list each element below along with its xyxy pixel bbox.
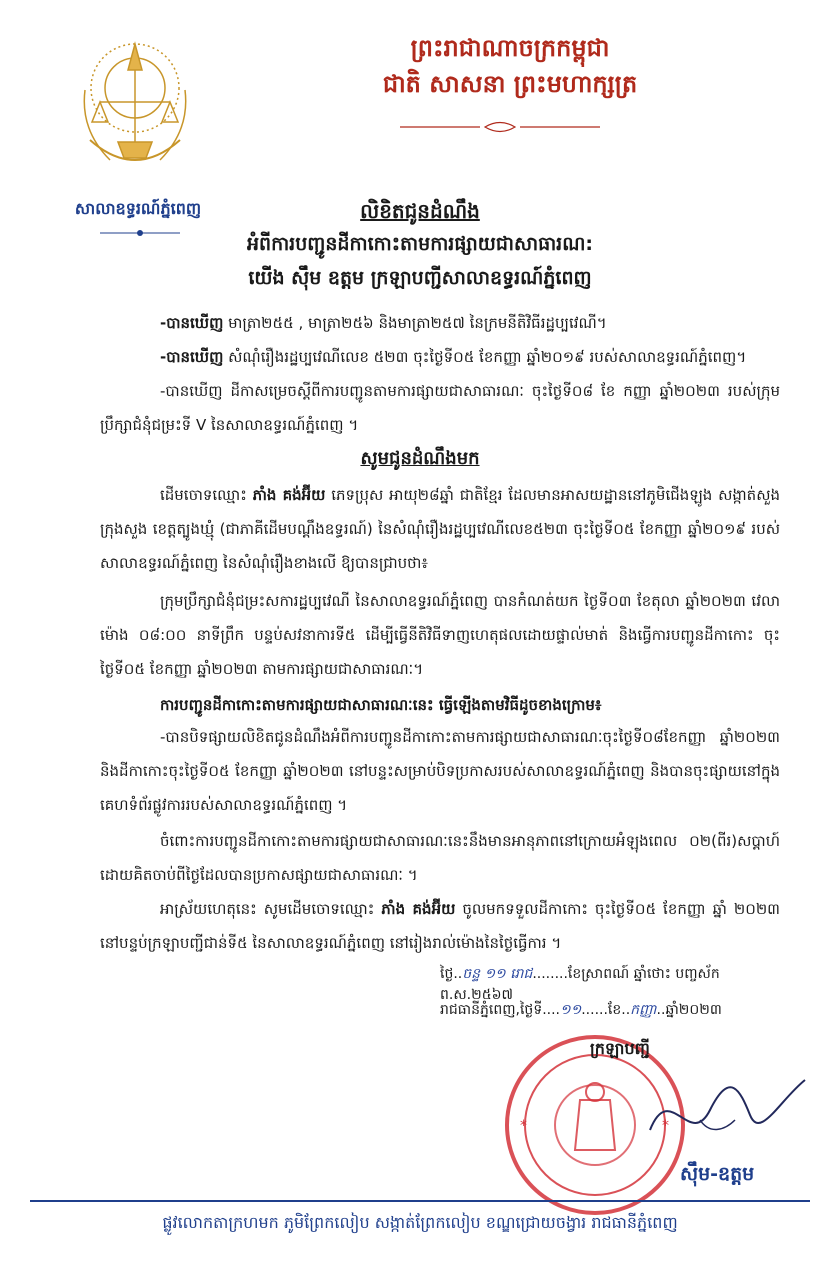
handwritten-signature bbox=[640, 1060, 810, 1160]
seen-text: មាត្រា២៥៥ , មាត្រា២៥៦ និងមាត្រា២៥៧ នៃក្រមនីតិវិធីរដ្ឋប្បវេណី។ bbox=[223, 314, 607, 332]
paragraph-posting: -បានបិទផ្សាយលិខិតជូនដំណឹងអំពីការបញ្ជូនដីកាកោះតាមការផ្សាយជាសាធារណៈចុះថ្ងៃទី០៨ខែកញ្ញា ឆ្នាំ២០២៣ និងដីកាកោះចុះថ្ងៃទី០៥ ខែកញ្ញា ឆ្នាំ២០២៣ នៅបន្ទះសម្រាប់បិទប្រកាសរបស់សាលាឧទ្ធរណ៍ភ្នំពេញ និងបានចុះផ្សាយនៅក្នុងគេហទំព័រផ្លូវការរបស់សាលាឧទ្ធរណ៍ភ្នំពេញ ។ bbox=[100, 728, 780, 814]
document-issuer: យើង ស៊ឹម ឧត្តម ក្រឡាបញ្ជីសាលាឧទ្ធរណ៍ភ្នំពេញ bbox=[248, 267, 592, 289]
date-text: រាជធានីភ្នំពេញ,ថ្ងៃទី.... bbox=[440, 1002, 561, 1018]
paragraph-seen-3: -បានឃើញ ដីកាសម្រេចស្តីពីការបញ្ជូនតាមការផ្សាយជាសាធារណៈ ចុះថ្ងៃទី០៨ ខែ កញ្ញា ឆ្នាំ២០២៣ របស់ក្រុមប្រឹក្សាជំនុំជម្រះទី V នៃសាលាឧទ្ធរណ៍ភ្នំពេញ ។ bbox=[100, 382, 780, 434]
text-segment: ដើមចោទឈ្មោះ bbox=[160, 486, 253, 504]
footer-divider bbox=[30, 1200, 810, 1202]
seen-label: -បានឃើញ bbox=[160, 348, 224, 366]
document-subject: អំពីការបញ្ជូនដីកាកោះតាមការផ្សាយជាសាធារណ: bbox=[246, 233, 594, 255]
svg-text:*: * bbox=[520, 1118, 527, 1134]
kingdom-line-1: ព្រះរាជាណាចក្រកម្ពុជា bbox=[410, 34, 610, 62]
plaintiff-name: ភាំង គង់អ៊ីយ bbox=[381, 900, 456, 918]
document-title: លិខិតជូនដំណឹង bbox=[360, 199, 480, 223]
paragraph-summons bbox=[100, 892, 780, 960]
court-emblem-icon bbox=[70, 30, 200, 190]
kingdom-header bbox=[290, 30, 730, 102]
ornament-divider-icon bbox=[400, 120, 600, 134]
text-segment: អាស្រ័យហេតុនេះ សូមដើមចោទឈ្មោះ bbox=[160, 900, 382, 918]
notice-subheading: សូមជូនដំណឹងមក bbox=[360, 448, 480, 469]
seen-label: -បានឃើញ bbox=[160, 314, 224, 332]
paragraph-plaintiff bbox=[100, 478, 780, 580]
seen-text: សំណុំរឿងរដ្ឋប្បវេណីលេខ ៥២៣ ចុះថ្ងៃទី០៥ ខែកញ្ញា ឆ្នាំ២០១៩ របស់សាលាឧទ្ធរណ៍ភ្នំពេញ។ bbox=[223, 348, 747, 366]
handwritten-day: ១១ bbox=[560, 1002, 582, 1018]
text-segment: ចូលមកទទួលដីកាកោះ ចុះថ្ងៃទី០៥ ខែកញ្ញា ឆ្នាំ ២០២៣ នៅបន្ទប់ក្រឡាបញ្ជីជាន់ទី៥ នៃសាលាឧទ្ធរណ៍ភ្នំពេញ នៅរៀងរាល់ម៉ោងនៃថ្ងៃធ្វើការ ។ bbox=[100, 900, 780, 952]
date-text: ......ខែ.. bbox=[581, 1002, 631, 1018]
solar-date bbox=[440, 1000, 780, 1021]
signer-name: ស៊ឹម-ឧត្តម bbox=[680, 1163, 755, 1185]
court-name: សាលាឧទ្ធរណ៍ភ្នំពេញ bbox=[74, 199, 202, 218]
paragraph-effect: ចំពោះការបញ្ជូនដីកាកោះតាមការផ្សាយជាសាធារណៈនេះនឹងមានអានុភាពនៅក្រោយអំឡុងពេល ០២(ពីរ)សប្តាហ៍ ដោយគិតចាប់ពីថ្ងៃដែលបានប្រកាសផ្សាយជាសាធារណៈ ។ bbox=[100, 832, 780, 884]
date-text: ........ខែស្រាពណ៍ ឆ្នាំថោះ បញ្ចស័ក ព.ស.២៥៦៧ bbox=[440, 966, 720, 1003]
paragraph-seen-2 bbox=[160, 340, 780, 374]
paragraph-hearing: ក្រុមប្រឹក្សាជំនុំជម្រះសការដ្ឋប្បវេណី នៃសាលាឧទ្ធរណ៍ភ្នំពេញ បានកំណត់យក ថ្ងៃទី០៣ ខែតុលា ឆ្នាំ២០២៣ វេលាម៉ោង ០៨:០០ នាទីព្រឹក បន្ទប់សវនាការទី៥ ដើម្បីធ្វើនីតិវិធីទាញហេតុផលដោយផ្ទាល់មាត់ និងធ្វើការបញ្ជូនដីកាកោះ ចុះថ្ងៃទី០៥ ខែកញ្ញា ឆ្នាំ២០២៣ តាមការផ្សាយជាសាធារណៈ។ bbox=[100, 592, 780, 678]
paragraph-method-heading: ការបញ្ជូនដីកាកោះតាមការផ្សាយជាសាធារណៈនេះ ធ្វើឡើងតាមវិធីដូចខាងក្រោម៖ bbox=[160, 696, 602, 714]
handwritten-lunar-day: ចន្ទ ១១ រោជ bbox=[462, 966, 533, 982]
text-segment: ភេទប្រុស អាយុ២៨ឆ្នាំ ជាតិខ្មែរ ដែលមានអាសយដ្ឋាននៅភូមិជើងឡូង សង្កាត់សួង ក្រុងសួង ខេត្តត្បូងឃ្មុំ (ជាភាគីដើមបណ្តឹងឧទ្ធរណ៍) នៃសំណុំរឿងរដ្ឋប្បវេណីលេខ៥២៣ ចុះថ្ងៃទី០៥ ខែកញ្ញា ឆ្នាំ២០១៩ របស់សាលាឧទ្ធរណ៍ភ្នំពេញ នៃសំណុំរឿងខាងលើ ឱ្យបានជ្រាបថា៖ bbox=[100, 486, 780, 572]
plaintiff-name: ភាំង គង់អ៊ីយ bbox=[252, 486, 326, 504]
kingdom-line-2: ជាតិ សាសនា ព្រះមហាក្សត្រ bbox=[382, 70, 638, 98]
signer-title: ក្រឡាបញ្ជី bbox=[590, 1039, 650, 1058]
handwritten-month: កញ្ញា bbox=[630, 1002, 657, 1018]
footer-address: ផ្លូវលោកតាក្រហមក ភូមិព្រែកលៀប សង្កាត់ព្រែកលៀប ខណ្ឌជ្រោយចង្វារ រាជធានីភ្នំពេញ bbox=[162, 1213, 678, 1232]
date-text: ..ឆ្នាំ២០២៣ bbox=[656, 1002, 722, 1018]
paragraph-seen-1 bbox=[160, 306, 780, 340]
date-text: ថ្ងៃ.. bbox=[440, 966, 463, 982]
svg-text:*: * bbox=[662, 1118, 669, 1134]
